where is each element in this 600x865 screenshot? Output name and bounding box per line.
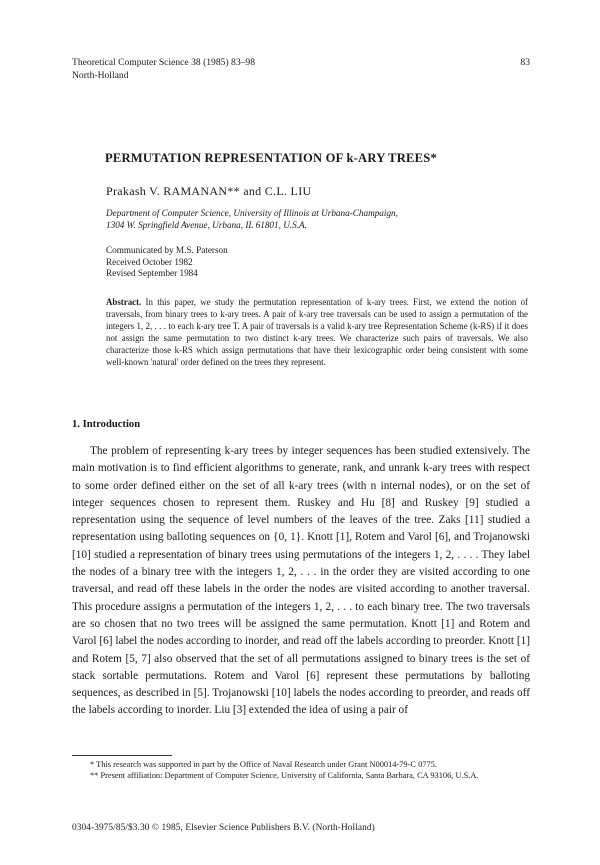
journal-citation xyxy=(72,57,432,82)
affiliation-line-2: 1304 W. Springfield Avenue, Urbana, IL 61801, U.S.A. xyxy=(106,220,307,230)
abstract-text: In this paper, we study the permutation representation of k-ary trees. First, we extend the notion of traversals, from binary trees to k-ary trees. A pair of k-ary tree traversals can be used to assign a permutation of the integers 1, 2, . . . to each k-ary tree T. A pair of traversals is a valid k-ary tree Representation Scheme (k-RS) if it does not assign the same permutation to two distinct k-ary trees. We characterize such pairs of traversals. We also characterize those k-RS which assign permutations that have their lexicographic order being consistent with some well-known 'natural' order defined on the trees they represent. xyxy=(106,297,529,368)
introduction-paragraph: The problem of representing k-ary trees by integer sequences has been studied extensively. The main motivation is to find efficient algorithms to generate, rank, and unrank k-ary trees with respect to some order defined either on the set of all k-ary trees (with n internal nodes), or on the set of integer sequences chosen to represent them. Ruskey and Hu [8] and Ruskey [9] studied a representation using the sequence of level numbers of the leaves of the tree. Zaks [11] studied a representation using balloting sequences on {0, 1}. Knott [1], Rotem and Varol [6], and Trojanowski [10] studied a representation of binary trees using permutations of the integers 1, 2, . . . . They label the nodes of a binary tree with the integers 1, 2, . . . in the order they are visited according to one traversal, and read off these labels in the order the nodes are visited according to another traversal. This procedure assigns a permutation of the integers 1, 2, . . . to each binary tree. The two traversals are so chosen that no two trees will be assigned the same permutation. Knott [1] and Rotem and Varol [6] label the nodes according to inorder, and read off the labels according to preorder. Knott [1] and Rotem [5, 7] also observed that the set of all permutations assigned to binary trees is the set of stack sortable permutations. Rotem and Varol [6] represent these permutations by balloting sequences, as described in [5]. Trojanowski [10] labels the nodes according to preorder, and reads off the labels according to inorder. Liu [3] extended the idea of using a pair of xyxy=(72,445,530,717)
article-title: PERMUTATION REPRESENTATION OF k-ARY TREES* xyxy=(105,151,437,165)
revised-date: Revised September 1984 xyxy=(106,268,198,278)
section-heading-introduction: 1. Introduction xyxy=(72,419,141,430)
journal-name-line: Theoretical Computer Science 38 (1985) 83–98 xyxy=(72,57,256,68)
article-authors: Prakash V. RAMANAN** and C.L. LIU xyxy=(106,184,312,198)
submission-history xyxy=(106,245,406,280)
copyright-line: 0304-3975/85/$3.30 © 1985, Elsevier Science Publishers B.V. (North-Holland) xyxy=(72,823,375,833)
footnote-affiliation: ** Present affiliation: Department of Computer Science, University of California, Santa Barbara, CA 93106, U.S.A. xyxy=(90,771,479,780)
page-number: 83 xyxy=(520,57,530,68)
footnote-rule xyxy=(72,755,172,756)
communicated-by: Communicated by M.S. Paterson xyxy=(106,245,228,255)
footnote-funding: * This research was supported in part by the Office of Naval Research under Grant N00014-79-C 0775. xyxy=(90,760,437,769)
publisher-line: North-Holland xyxy=(72,69,129,81)
author-affiliation xyxy=(106,207,526,231)
introduction-body xyxy=(72,443,530,720)
affiliation-line-1: Department of Computer Science, University of Illinois at Urbana-Champaign, xyxy=(106,208,398,218)
footnotes xyxy=(72,759,530,781)
abstract-label: Abstract. xyxy=(106,297,142,307)
received-date: Received October 1982 xyxy=(106,256,193,267)
abstract-block xyxy=(106,296,528,369)
